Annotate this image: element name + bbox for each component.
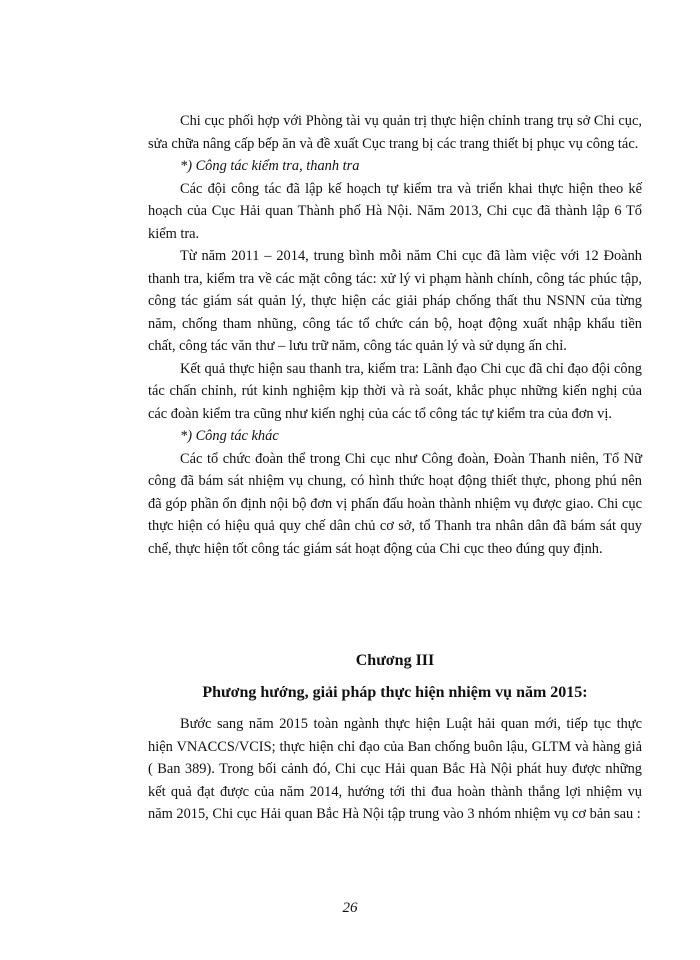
chapter-number: Chương III [355, 652, 435, 669]
heading-other [148, 425, 642, 448]
paragraph-2015-direction: Bước sang năm 2015 toàn ngành thực hiện Luật hải quan mới, tiếp tục thực hiện VNACCS/VCIS; thực hiện chỉ đạo của Ban chống buôn lậu, GLTM và hàng giả ( Ban 389). Trong bối cảnh đó, Chi cục Hải quan Bắc Hà Nội phát huy được những kết quả đạt được của năm 2014, hướng tới thi đua hoàn thành thắng lợi nhiệm vụ năm 2015, Chi cục Hải quan Bắc Hà Nội tập trung vào 3 nhóm nhiệm vụ cơ bản sau : [148, 716, 642, 822]
paragraph-unions: Các tổ chức đoàn thể trong Chi cục như Công đoàn, Đoàn Thanh niên, Tổ Nữ công đã bám sát nhiệm vụ chung, có hình thức hoạt động thiết thực, phong phú nên đã góp phần ổn định nội bộ đơn vị phấn đấu hoàn thành nhiệm vụ được giao. Chi cục thực hiện có hiệu quả quy chế dân chủ cơ sở, tổ Thanh tra nhân dân đã bám sát quy chế, thực hiện tốt công tác giám sát hoạt động của Chi cục theo đúng quy định. [148, 450, 642, 557]
heading-inspection [148, 155, 642, 178]
body-text-section-2 [148, 713, 642, 826]
paragraph-inspection-teams: Từ năm 2011 – 2014, trung bình mỗi năm Chi cục đã làm việc với 12 Đoành thanh tra, kiểm tra về các mặt công tác: xử lý vi phạm hành chính, công tác phúc tập, công tác giám sát quản lý, thực hiện các giải pháp chống thất thu NSNN của từng năm, chống tham nhũng, công tác tổ chức cán bộ, hoạt động xuất nhập khẩu tiền chất, công tác văn thư – lưu trữ năm, công tác quản lý và sử dụng ấn chỉ. [148, 248, 642, 354]
paragraph-inspection-results: Kết quả thực hiện sau thanh tra, kiểm tra: Lãnh đạo Chi cục đã chỉ đạo đội công tác chấn chỉnh, rút kinh nghiệm kịp thời và rà soát, khắc phục những kiến nghị của các đoàn kiểm tra cũng như kiến nghị của các tổ công tác tự kiểm tra của đơn vị. [148, 360, 642, 422]
paragraph-self-inspection: Các đội công tác đã lập kế hoạch tự kiểm tra và triển khai thực hiện theo kế hoạch của Cục Hải quan Thành phố Hà Nội. Năm 2013, Chi cục đã thành lập 6 Tổ kiểm tra. [148, 180, 642, 242]
heading-inspection-text: *) Công tác kiểm tra, thanh tra [180, 158, 360, 174]
page-number: 26 [342, 900, 358, 916]
body-text-section-1 [148, 110, 642, 560]
paragraph-facilities: Chi cục phối hợp với Phòng tài vụ quản trị thực hiện chỉnh trang trụ sở Chi cục, sửa chữa nâng cấp bếp ăn và đề xuất Cục trang bị các trang thiết bị phục vụ công tác. [148, 113, 642, 152]
chapter-title: Phương hướng, giải pháp thực hiện nhiệm vụ năm 2015: [202, 684, 588, 701]
heading-other-text: *) Công tác khác [180, 428, 279, 444]
